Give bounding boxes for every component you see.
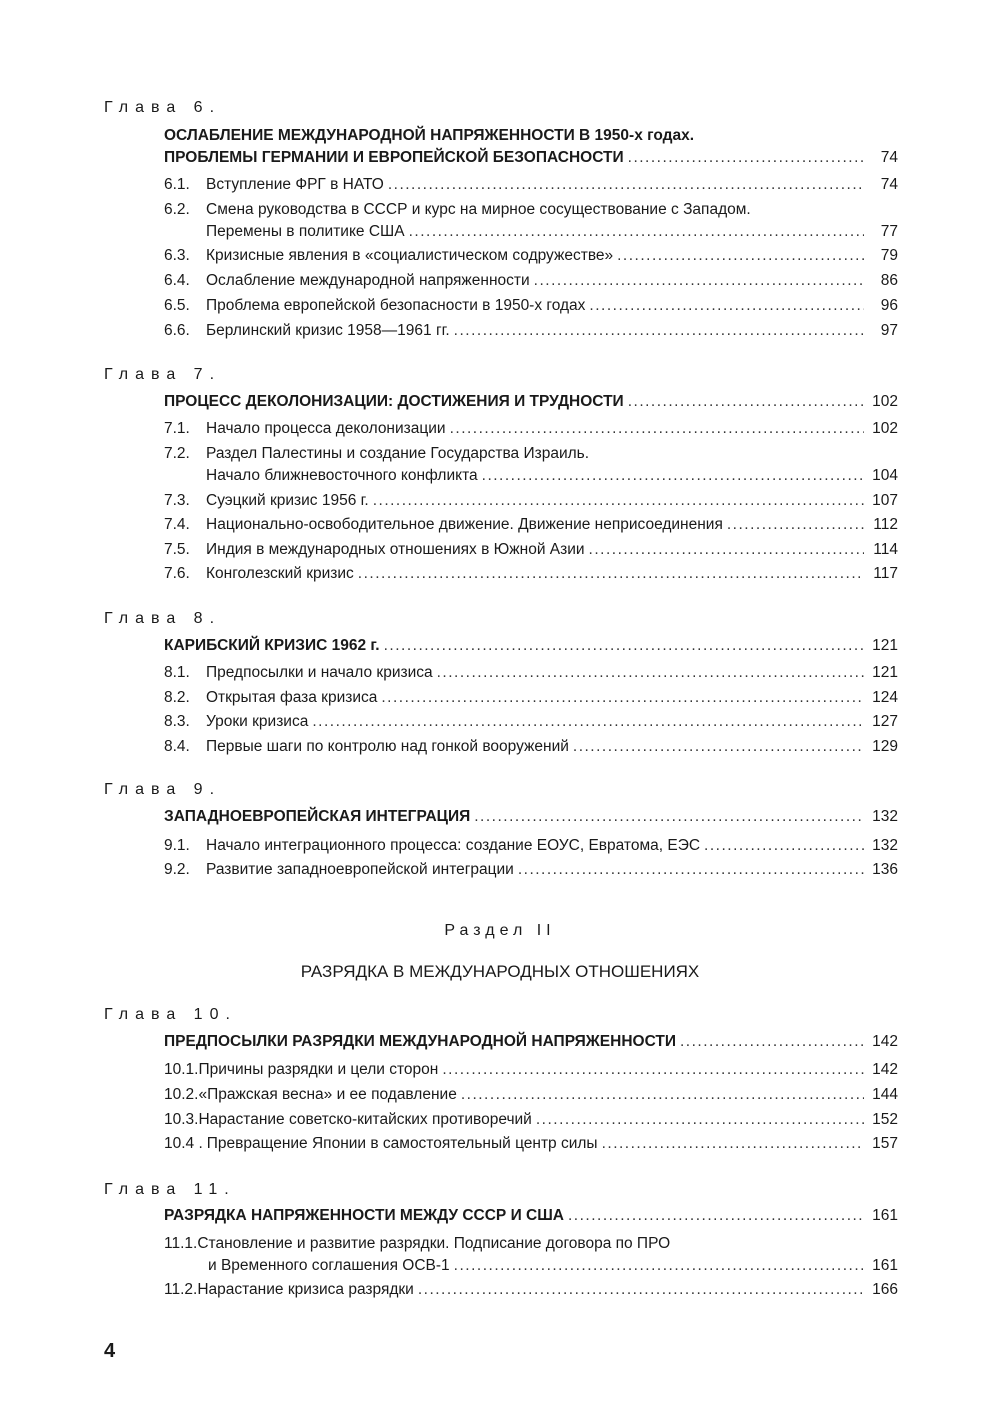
entry-title: Развитие западноевропейской интеграции xyxy=(206,861,514,878)
page-ref: 142 xyxy=(872,1061,898,1078)
entry-title: Открытая фаза кризиса xyxy=(206,689,378,706)
entry-number: 10.1. xyxy=(164,1061,199,1078)
toc-entry[interactable] xyxy=(164,661,898,685)
dot-leader xyxy=(617,244,864,268)
entry-number: 6.3. xyxy=(164,247,190,264)
entry-number: 7.3. xyxy=(164,492,190,509)
entry-title: Начало интеграционного процесса: создание ЕОУС, Евратома, ЕЭС xyxy=(206,837,701,854)
entry-title: Национально-освободительное движение. Движение неприсоединения xyxy=(206,516,723,533)
chapter-title: КАРИБСКИЙ КРИЗИС 1962 г. xyxy=(164,637,380,654)
page-number: 4 xyxy=(104,1340,116,1362)
chapter-title: ПРЕДПОСЫЛКИ РАЗРЯДКИ МЕЖДУНАРОДНОЙ НАПРЯЖЕННОСТИ xyxy=(164,1033,676,1050)
dot-leader xyxy=(418,1278,864,1302)
dot-leader xyxy=(373,489,864,513)
toc-entry[interactable] xyxy=(164,489,898,513)
dot-leader xyxy=(358,562,864,586)
section-label: Раздел II xyxy=(444,922,556,939)
dot-leader xyxy=(534,269,864,293)
entry-title: Индия в международных отношениях в Южной Азии xyxy=(206,541,585,558)
toc-entry[interactable] xyxy=(164,562,898,586)
entry-title: Нарастание кризиса разрядки xyxy=(197,1281,414,1298)
page-ref: 157 xyxy=(872,1135,898,1152)
chapter-title: ПРОЦЕСС ДЕКОЛОНИЗАЦИИ: ДОСТИЖЕНИЯ И ТРУДНОСТИ xyxy=(164,393,624,410)
toc-entry[interactable] xyxy=(164,1108,898,1132)
toc-entry[interactable] xyxy=(164,710,898,734)
page-ref: 107 xyxy=(872,492,898,509)
chapter-title: ЗАПАДНОЕВРОПЕЙСКАЯ ИНТЕГРАЦИЯ xyxy=(164,808,471,825)
page-ref: 166 xyxy=(872,1281,898,1298)
page-ref: 127 xyxy=(872,713,898,730)
entry-title: Суэцкий кризис 1956 г. xyxy=(206,492,369,509)
toc-entry[interactable] xyxy=(164,244,898,268)
entry-title: Причины разрядки и цели сторон xyxy=(198,1061,439,1078)
page-ref: 96 xyxy=(880,297,898,314)
dot-leader xyxy=(474,805,864,829)
entry-number: 10.4 . xyxy=(164,1135,203,1152)
page-ref: 104 xyxy=(872,467,898,484)
chapter-title-entry[interactable] xyxy=(164,805,898,829)
dot-leader xyxy=(568,1204,864,1228)
dot-leader xyxy=(536,1108,864,1132)
entry-number: 10.2. xyxy=(164,1086,199,1103)
toc-entry[interactable] xyxy=(164,173,898,197)
entry-title: Превращение Японии в самостоятельный центр силы xyxy=(206,1135,598,1152)
entry-number: 7.1. xyxy=(164,420,190,437)
dot-leader xyxy=(450,417,864,441)
dot-leader xyxy=(454,319,864,343)
entry-number: 7.6. xyxy=(164,565,190,582)
toc-entry[interactable] xyxy=(164,686,898,710)
entry-number: 8.4. xyxy=(164,738,190,755)
chapter-label: Глава 10. xyxy=(104,1006,237,1023)
entry-title: Конголезский кризис xyxy=(206,565,354,582)
chapter-label: Глава 7. xyxy=(104,366,222,383)
entry-number: 6.6. xyxy=(164,322,190,339)
entry-title: Начало процесса деколонизации xyxy=(206,420,446,437)
entry-number: 8.3. xyxy=(164,713,190,730)
toc-entry[interactable] xyxy=(164,834,898,858)
entry-title: Берлинский кризис 1958—1961 гг. xyxy=(206,322,450,339)
entry-title: Ослабление международной напряженности xyxy=(206,272,530,289)
entry-title: Предпосылки и начало кризиса xyxy=(206,664,433,681)
entry-number: 9.2. xyxy=(164,861,190,878)
toc-entry-first-line[interactable] xyxy=(164,442,898,466)
page-ref: 142 xyxy=(872,1033,898,1050)
chapter-label: Глава 11. xyxy=(104,1181,236,1198)
page-ref: 124 xyxy=(872,689,898,706)
dot-leader xyxy=(437,661,864,685)
chapter-label: Глава 9. xyxy=(104,781,222,798)
page-ref: 121 xyxy=(872,664,898,681)
dot-leader xyxy=(589,538,864,562)
page-ref: 117 xyxy=(873,565,898,582)
entry-title: и Временного соглашения ОСВ-1 xyxy=(208,1257,450,1274)
chapter-label: Глава 6. xyxy=(104,99,222,116)
entry-number: 6.5. xyxy=(164,297,190,314)
dot-leader xyxy=(384,634,864,658)
toc-entry[interactable] xyxy=(164,319,898,343)
page-ref: 152 xyxy=(872,1111,898,1128)
chapter-title-entry[interactable] xyxy=(164,634,898,658)
entry-number: 11.2. xyxy=(164,1281,198,1298)
dot-leader xyxy=(482,464,864,488)
toc-entry[interactable] xyxy=(164,269,898,293)
dot-leader xyxy=(573,735,864,759)
dot-leader xyxy=(381,686,864,710)
chapter-title-entry[interactable] xyxy=(164,1204,898,1228)
dot-leader xyxy=(727,513,864,537)
dot-leader xyxy=(518,858,864,882)
toc-entry[interactable] xyxy=(164,538,898,562)
toc-entry[interactable] xyxy=(164,1278,898,1302)
chapter-title: ПРОБЛЕМЫ ГЕРМАНИИ И ЕВРОПЕЙСКОЙ БЕЗОПАСНОСТИ xyxy=(164,149,624,166)
page-ref: 74 xyxy=(880,149,898,166)
dot-leader xyxy=(454,1254,864,1278)
entry-title: «Пражская весна» и ее подавление xyxy=(198,1086,457,1103)
toc-entry[interactable] xyxy=(164,1058,898,1082)
dot-leader xyxy=(628,146,864,170)
toc-entry[interactable] xyxy=(164,417,898,441)
chapter-title-entry[interactable] xyxy=(164,146,898,170)
dot-leader xyxy=(704,834,864,858)
chapter-title: РАЗРЯДКА НАПРЯЖЕННОСТИ МЕЖДУ СССР И США xyxy=(164,1207,564,1224)
toc-entry[interactable] xyxy=(206,464,898,488)
entry-title: Вступление ФРГ в НАТО xyxy=(206,176,384,193)
entry-title: Перемены в политике США xyxy=(206,223,405,240)
entry-title: Раздел Палестины и создание Государства Израиль. xyxy=(206,445,590,462)
dot-leader xyxy=(461,1083,864,1107)
toc-entry-first-line[interactable] xyxy=(164,1232,898,1256)
entry-title: Начало ближневосточного конфликта xyxy=(206,467,478,484)
entry-number: 7.2. xyxy=(164,445,190,462)
entry-title: Уроки кризиса xyxy=(206,713,309,730)
page-ref: 79 xyxy=(880,247,898,264)
section-title: РАЗРЯДКА В МЕЖДУНАРОДНЫХ ОТНОШЕНИЯХ xyxy=(300,962,700,981)
entry-number: 7.5. xyxy=(164,541,190,558)
entry-number: 7.4. xyxy=(164,516,190,533)
page-ref: 112 xyxy=(873,516,898,533)
dot-leader xyxy=(628,390,864,414)
dot-leader xyxy=(589,294,864,318)
page-ref: 74 xyxy=(880,176,898,193)
dot-leader xyxy=(409,220,864,244)
entry-number: 8.1. xyxy=(164,664,190,681)
dot-leader xyxy=(312,710,864,734)
page-ref: 161 xyxy=(872,1257,898,1274)
page-ref: 86 xyxy=(880,272,898,289)
entry-number: 9.1. xyxy=(164,837,190,854)
dot-leader xyxy=(388,173,864,197)
entry-number: 8.2. xyxy=(164,689,190,706)
page-ref: 132 xyxy=(872,837,898,854)
entry-number: 11.1. xyxy=(164,1235,198,1252)
page-ref: 129 xyxy=(872,738,898,755)
page-ref: 121 xyxy=(872,637,898,654)
page-ref: 161 xyxy=(872,1207,898,1224)
toc-entry[interactable] xyxy=(164,294,898,318)
page-ref: 136 xyxy=(872,861,898,878)
entry-title: Нарастание советско-китайских противоречий xyxy=(198,1111,532,1128)
page-ref: 114 xyxy=(873,541,898,558)
toc-entry-first-line[interactable] xyxy=(164,198,898,222)
toc-entry[interactable] xyxy=(208,1254,898,1278)
page-ref: 132 xyxy=(872,808,898,825)
entry-title: Смена руководства в СССР и курс на мирное сосуществование с Западом. xyxy=(206,201,751,218)
entry-number: 6.4. xyxy=(164,272,190,289)
entry-number: 10.3. xyxy=(164,1111,199,1128)
entry-title: Проблема европейской безопасности в 1950-х годах xyxy=(206,297,586,314)
entry-number: 6.2. xyxy=(164,201,190,218)
entry-title: Становление и развитие разрядки. Подписание договора по ПРО xyxy=(197,1235,671,1252)
dot-leader xyxy=(442,1058,864,1082)
dot-leader xyxy=(602,1132,864,1156)
entry-title: Первые шаги по контролю над гонкой вооружений xyxy=(206,738,569,755)
entry-title: Кризисные явления в «социалистическом содружестве» xyxy=(206,247,614,264)
chapter-label: Глава 8. xyxy=(104,610,222,627)
dot-leader xyxy=(680,1030,864,1054)
entry-number: 6.1. xyxy=(164,176,190,193)
toc-entry[interactable] xyxy=(206,220,898,244)
chapter-title-line1: ОСЛАБЛЕНИЕ МЕЖДУНАРОДНОЙ НАПРЯЖЕННОСТИ В 1950-х годах. xyxy=(164,127,695,144)
toc-entry[interactable] xyxy=(164,858,898,882)
toc-entry[interactable] xyxy=(164,1083,898,1107)
chapter-title-entry[interactable] xyxy=(164,1030,898,1054)
page-ref: 144 xyxy=(872,1086,898,1103)
page-ref: 97 xyxy=(880,322,898,339)
page-ref: 77 xyxy=(880,223,898,240)
chapter-title-entry[interactable] xyxy=(164,390,898,414)
toc-entry[interactable] xyxy=(164,735,898,759)
page-ref: 102 xyxy=(872,393,898,410)
toc-entry[interactable] xyxy=(164,513,898,537)
page-ref: 102 xyxy=(872,420,898,437)
toc-entry[interactable] xyxy=(164,1132,898,1156)
